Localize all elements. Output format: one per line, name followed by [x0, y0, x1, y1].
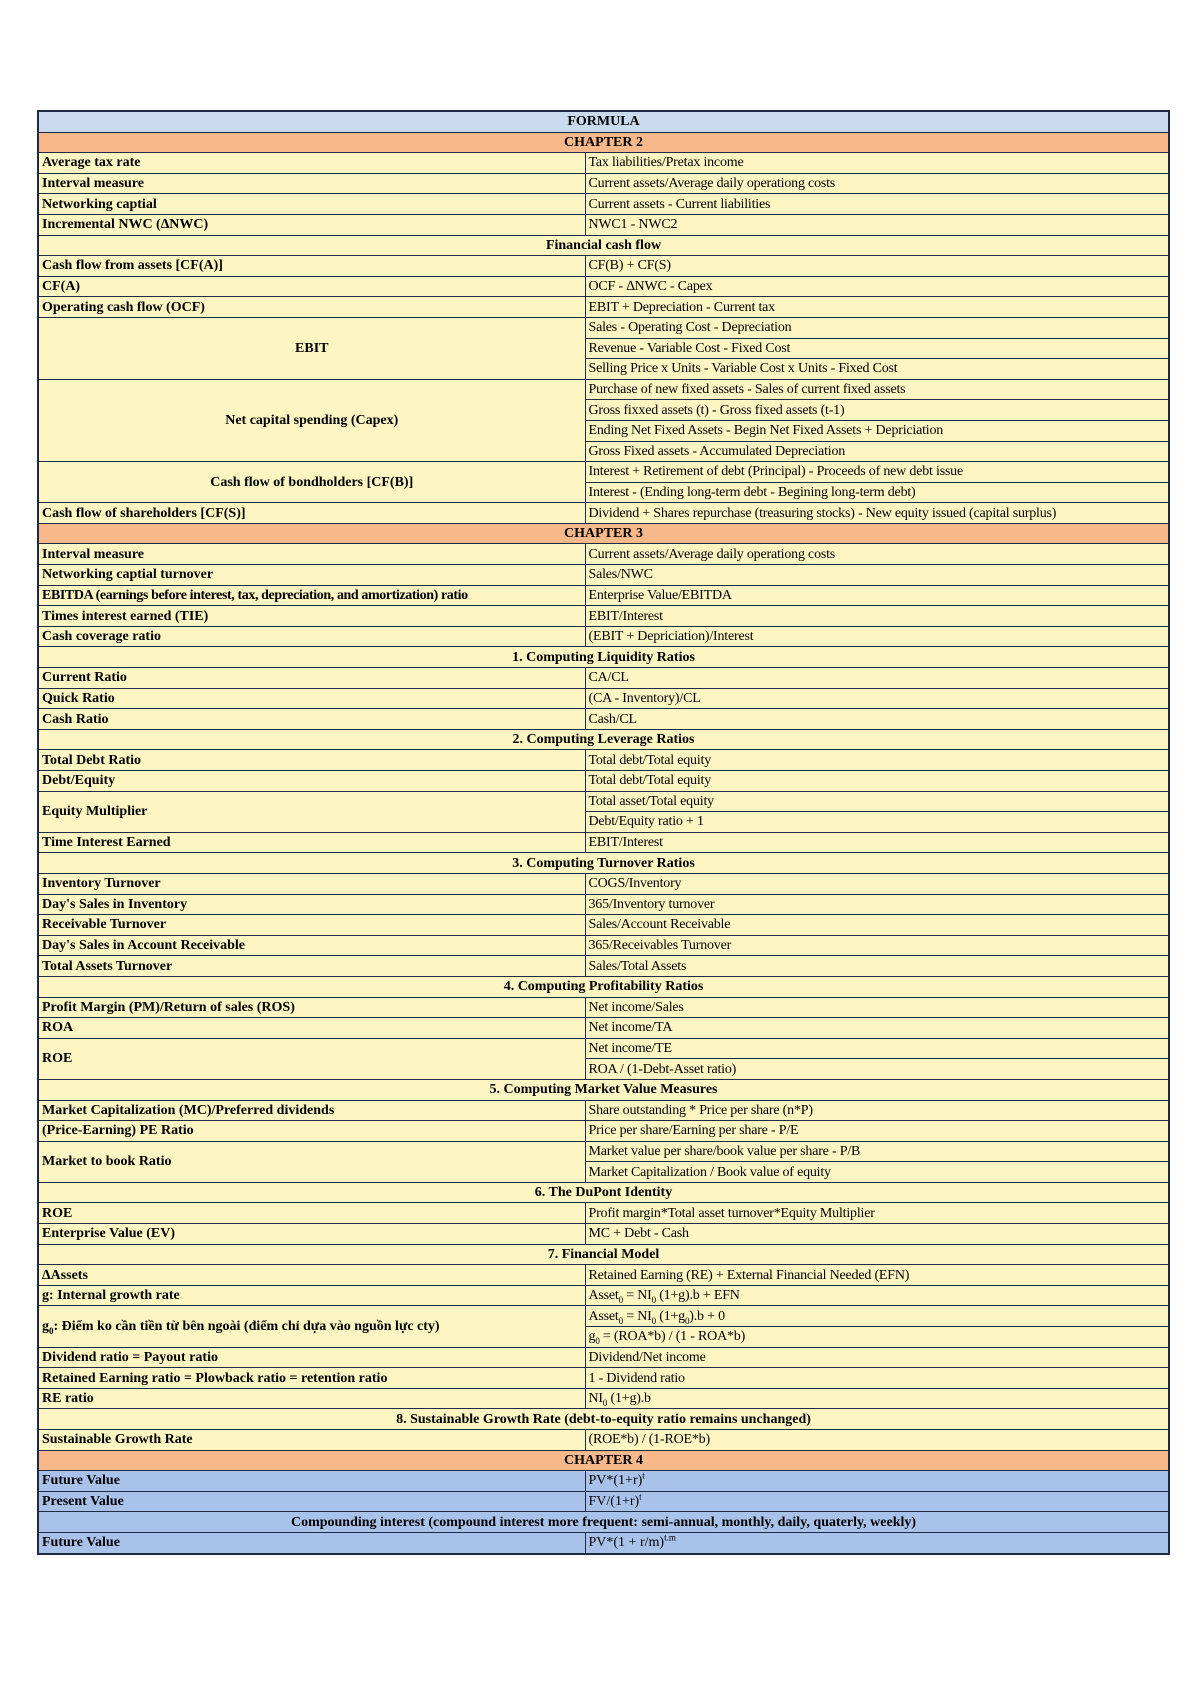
- label-current-ratio: Current Ratio: [38, 668, 585, 689]
- section-financial-model: 7. Financial Model: [38, 1244, 1169, 1265]
- formula-present-value: $FV/(1+r)^t$: [585, 1491, 1169, 1512]
- formula-delta-assets: Retained Earning (RE) + External Financial Needed (EFN): [585, 1265, 1169, 1286]
- formula-ebit-3: Selling Price x Units - Variable Cost x Units - Fixed Cost: [585, 359, 1169, 380]
- formula-cash-flow-from-assets: CF(B) + CF(S): [585, 256, 1169, 277]
- formula-re-ratio: $NI_0$ (1+g).b: [585, 1388, 1169, 1409]
- formula-dividend-ratio: Dividend/Net income: [585, 1347, 1169, 1368]
- formula-market-to-book-2: Market Capitalization / Book value of equity: [585, 1162, 1169, 1183]
- formula-g0-1: Asset$_0$ = $NI_0$ $(1+g_0).b + 0$: [585, 1306, 1169, 1327]
- label-present-value: Present Value: [38, 1491, 585, 1512]
- formula-current-ratio: CA/CL: [585, 668, 1169, 689]
- label-ocf: Operating cash flow (OCF): [38, 297, 585, 318]
- label-interval-measure-2: Interval measure: [38, 544, 585, 565]
- label-market-cap: Market Capitalization (MC)/Preferred dividends: [38, 1100, 585, 1121]
- formula-profit-margin: Net income/Sales: [585, 997, 1169, 1018]
- label-debt-equity: Debt/Equity: [38, 771, 585, 792]
- label-interval-measure: Interval measure: [38, 173, 585, 194]
- formula-sheet: [37, 110, 1170, 1555]
- section-turnover: 3. Computing Turnover Ratios: [38, 853, 1169, 874]
- label-incremental-nwc: Incremental NWC (∆NWC): [38, 214, 585, 235]
- chapter-2-heading: CHAPTER 2: [38, 132, 1169, 153]
- chapter-3-heading: CHAPTER 3: [38, 523, 1169, 544]
- label-ebitda: EBITDA (earnings before interest, tax, depreciation, and amortization) ratio: [38, 585, 585, 606]
- label-roe-dupont: ROE: [38, 1203, 585, 1224]
- label-roe: ROE: [38, 1038, 585, 1079]
- label-total-debt-ratio: Total Debt Ratio: [38, 750, 585, 771]
- label-tie: Times interest earned (TIE): [38, 606, 585, 627]
- label-days-sales-inventory: Day's Sales in Inventory: [38, 894, 585, 915]
- formula-receivable-turnover: Sales/Account Receivable: [585, 915, 1169, 936]
- section-liquidity: 1. Computing Liquidity Ratios: [38, 647, 1169, 668]
- label-capex: Net capital spending (Capex): [38, 379, 585, 461]
- formula-capex-3: Ending Net Fixed Assets - Begin Net Fixed Assets + Depriciation: [585, 420, 1169, 441]
- label-cash-coverage: Cash coverage ratio: [38, 626, 585, 647]
- label-networking-capital: Networking captial: [38, 194, 585, 215]
- label-dividend-ratio: Dividend ratio = Payout ratio: [38, 1347, 585, 1368]
- formula-interval-measure-2: Current assets/Average daily operationg costs: [585, 544, 1169, 565]
- section-profitability: 4. Computing Profitability Ratios: [38, 976, 1169, 997]
- label-delta-assets: ∆Assets: [38, 1265, 585, 1286]
- label-profit-margin: Profit Margin (PM)/Return of sales (ROS): [38, 997, 585, 1018]
- label-future-value: Future Value: [38, 1471, 585, 1492]
- formula-total-assets-turnover: Sales/Total Assets: [585, 956, 1169, 977]
- formula-ebit-2: Revenue - Variable Cost - Fixed Cost: [585, 338, 1169, 359]
- label-cash-flow-from-assets: Cash flow from assets [CF(A)]: [38, 256, 585, 277]
- label-sustainable-growth: Sustainable Growth Rate: [38, 1430, 585, 1451]
- label-re-ratio: RE ratio: [38, 1388, 585, 1409]
- label-cfs: Cash flow of shareholders [CF(S)]: [38, 503, 585, 524]
- label-days-sales-receivable: Day's Sales in Account Receivable: [38, 935, 585, 956]
- section-market-value: 5. Computing Market Value Measures: [38, 1079, 1169, 1100]
- formula-roe-2: ROA / (1-Debt-Asset ratio): [585, 1059, 1169, 1080]
- formula-cfb-2: Interest - (Ending long-term debt - Begining long-term debt): [585, 482, 1169, 503]
- label-g0: $g_0$: Điểm ko cần tiền từ bên ngoài (điểm chỉ dựa vào nguồn lực cty): [38, 1306, 585, 1347]
- section-dupont: 6. The DuPont Identity: [38, 1182, 1169, 1203]
- formula-roe-dupont: Profit margin*Total asset turnover*Equity Multiplier: [585, 1203, 1169, 1224]
- formula-roa: Net income/TA: [585, 1018, 1169, 1039]
- section-financial-cash-flow: Financial cash flow: [38, 235, 1169, 256]
- label-internal-growth: g: Internal growth rate: [38, 1285, 585, 1306]
- formula-debt-equity: Total debt/Total equity: [585, 771, 1169, 792]
- label-future-value-compound: Future Value: [38, 1532, 585, 1553]
- label-roa: ROA: [38, 1018, 585, 1039]
- formula-inventory-turnover: COGS/Inventory: [585, 873, 1169, 894]
- formula-sustainable-growth: (ROE*b) / (1-ROE*b): [585, 1430, 1169, 1451]
- formula-roe-1: Net income/TE: [585, 1038, 1169, 1059]
- formula-equity-multiplier-1: Total asset/Total equity: [585, 791, 1169, 812]
- formula-capex-2: Gross fixxed assets (t) - Gross fixed assets (t-1): [585, 400, 1169, 421]
- formula-ocf: EBIT + Depreciation - Current tax: [585, 297, 1169, 318]
- formula-retention-ratio: 1 - Dividend ratio: [585, 1368, 1169, 1389]
- label-inventory-turnover: Inventory Turnover: [38, 873, 585, 894]
- label-cash-ratio: Cash Ratio: [38, 709, 585, 730]
- formula-interval-measure: Current assets/Average daily operationg costs: [585, 173, 1169, 194]
- section-sustainable-growth: 8. Sustainable Growth Rate (debt-to-equity ratio remains unchanged): [38, 1409, 1169, 1430]
- formula-g0-2: $g_0 = (ROA*b) / (1 - ROA*b)$: [585, 1327, 1169, 1348]
- formula-average-tax-rate: Tax liabilities/Pretax income: [585, 153, 1169, 174]
- label-cfa: CF(A): [38, 276, 585, 297]
- chapter-4-heading: CHAPTER 4: [38, 1450, 1169, 1471]
- formula-cash-ratio: Cash/CL: [585, 709, 1169, 730]
- formula-capex-1: Purchase of new fixed assets - Sales of current fixed assets: [585, 379, 1169, 400]
- formula-market-cap: Share outstanding * Price per share (n*P): [585, 1100, 1169, 1121]
- formula-enterprise-value: MC + Debt - Cash: [585, 1224, 1169, 1245]
- label-total-assets-turnover: Total Assets Turnover: [38, 956, 585, 977]
- label-average-tax-rate: Average tax rate: [38, 153, 585, 174]
- section-leverage: 2. Computing Leverage Ratios: [38, 729, 1169, 750]
- formula-networking-capital: Current assets - Current liabilities: [585, 194, 1169, 215]
- formula-tie: EBIT/Interest: [585, 606, 1169, 627]
- formula-equity-multiplier-2: Debt/Equity ratio + 1: [585, 812, 1169, 833]
- formula-cfb-1: Interest + Retirement of debt (Principal) - Proceeds of new debt issue: [585, 462, 1169, 483]
- label-pe-ratio: (Price-Earning) PE Ratio: [38, 1121, 585, 1142]
- formula-incremental-nwc: NWC1 - NWC2: [585, 214, 1169, 235]
- formula-ebit-1: Sales - Operating Cost - Depreciation: [585, 317, 1169, 338]
- formula-total-debt-ratio: Total debt/Total equity: [585, 750, 1169, 771]
- formula-pe-ratio: Price per share/Earning per share - P/E: [585, 1121, 1169, 1142]
- label-enterprise-value: Enterprise Value (EV): [38, 1224, 585, 1245]
- formula-capex-4: Gross Fixed assets - Accumulated Depreciation: [585, 441, 1169, 462]
- formula-days-sales-inventory: 365/Inventory turnover: [585, 894, 1169, 915]
- label-equity-multiplier: Equity Multiplier: [38, 791, 585, 832]
- formula-ebitda: Enterprise Value/EBITDA: [585, 585, 1169, 606]
- label-time-interest-earned: Time Interest Earned: [38, 832, 585, 853]
- label-ebit: EBIT: [38, 317, 585, 379]
- section-compounding-interest: Compounding interest (compound interest more frequent: semi-annual, monthly, daily, quaterly, weekly): [38, 1512, 1169, 1533]
- formula-market-to-book-1: Market value per share/book value per share - P/B: [585, 1141, 1169, 1162]
- formula-nwc-turnover: Sales/NWC: [585, 565, 1169, 586]
- formula-time-interest-earned: EBIT/Interest: [585, 832, 1169, 853]
- label-retention-ratio: Retained Earning ratio = Plowback ratio = retention ratio: [38, 1368, 585, 1389]
- label-nwc-turnover: Networking captial turnover: [38, 565, 585, 586]
- formula-future-value: $PV*(1+r)^t$: [585, 1471, 1169, 1492]
- formula-cash-coverage: (EBIT + Depriciation)/Interest: [585, 626, 1169, 647]
- formula-days-sales-receivable: 365/Receivables Turnover: [585, 935, 1169, 956]
- formula-quick-ratio: (CA - Inventory)/CL: [585, 688, 1169, 709]
- formula-cfs: Dividend + Shares repurchase (treasuring stocks) - New equity issued (capital surplus): [585, 503, 1169, 524]
- label-market-to-book: Market to book Ratio: [38, 1141, 585, 1182]
- label-quick-ratio: Quick Ratio: [38, 688, 585, 709]
- sheet-title: FORMULA: [38, 111, 1169, 132]
- label-receivable-turnover: Receivable Turnover: [38, 915, 585, 936]
- formula-internal-growth: Asset$_0$ = $NI_0$ (1+g).b + EFN: [585, 1285, 1169, 1306]
- formula-cfa: OCF - ∆NWC - Capex: [585, 276, 1169, 297]
- label-cfb: Cash flow of bondholders [CF(B)]: [38, 462, 585, 503]
- formula-future-value-compound: $PV*(1 + r/m)^{t.m}$: [585, 1532, 1169, 1553]
